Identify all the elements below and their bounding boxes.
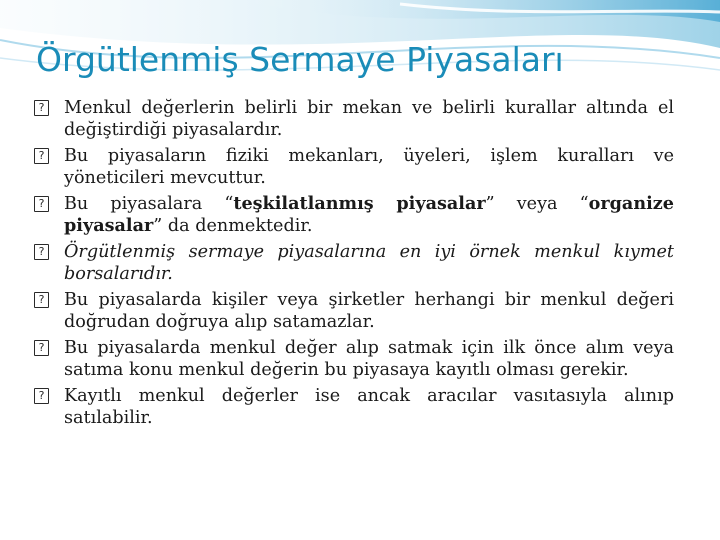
slide-title: Örgütlenmiş Sermaye Piyasaları (36, 40, 564, 79)
bullet-item (34, 193, 674, 237)
bullet-marker-icon: ? (34, 340, 49, 356)
bullet-item (34, 385, 674, 429)
bullet-text: Kayıtlı menkul değerler ise ancak aracılar vasıtasıyla alınıp satılabilir. (64, 386, 674, 428)
bullet-marker-icon: ? (34, 196, 49, 212)
bullet-text: Örgütlenmiş sermaye piyasalarına en iyi örnek menkul kıymet borsalarıdır. (64, 242, 674, 284)
bullet-text: Menkul değerlerin belirli bir mekan ve belirli kurallar altında el değiştirdiği piyasalardır. (64, 98, 674, 140)
bullet-marker-icon: ? (34, 388, 49, 404)
bullet-text: Bu piyasaların fiziki mekanları, üyeleri, işlem kuralları ve yöneticileri mevcuttur. (64, 146, 674, 188)
bullet-marker-icon: ? (34, 100, 49, 116)
bold-term-teskilatlanmis: teşkilatlanmış piyasalar (233, 193, 486, 214)
bullet-text: Bu piyasalarda menkul değer alıp satmak için ilk önce alım veya satıma konu menkul değerin bu piyasaya kayıtlı olması gerekir. (64, 338, 674, 380)
bullet-list (34, 97, 674, 433)
bold-term-organize: organize piyasalar (64, 193, 674, 236)
bullet-text-before: Bu piyasalara “ (64, 194, 234, 214)
bullet-item (34, 97, 674, 141)
bullet-item (34, 241, 674, 285)
bullet-item (34, 145, 674, 189)
bullet-text-middle: ” veya “ (485, 194, 589, 214)
bullet-marker-icon: ? (34, 148, 49, 164)
bullet-marker-icon: ? (34, 244, 49, 260)
bullet-marker-icon: ? (34, 292, 49, 308)
bullet-text: Bu piyasalarda kişiler veya şirketler herhangi bir menkul değeri doğrudan doğruya alıp satamazlar. (64, 290, 674, 332)
bullet-text-after: ” da denmektedir. (153, 216, 313, 236)
bullet-item (34, 289, 674, 333)
bullet-item (34, 337, 674, 381)
